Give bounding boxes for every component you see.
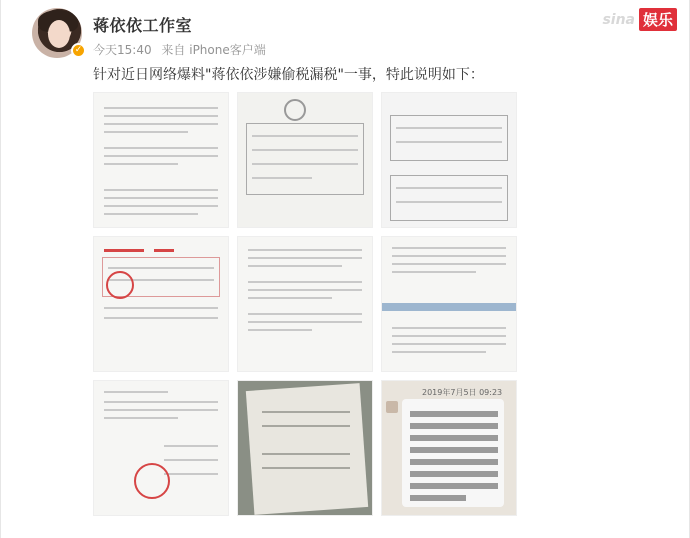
avatar-face xyxy=(48,20,70,48)
image-thumb-9[interactable] xyxy=(381,380,517,516)
watermark-badge: 娱乐 xyxy=(639,8,677,31)
image-thumb-4[interactable] xyxy=(93,236,229,372)
post-source: 来自 iPhone客户端 xyxy=(161,43,266,57)
chat-timestamp: 2019年7月5日 09:23 xyxy=(422,388,503,397)
post-time[interactable]: 今天15:40 xyxy=(93,43,152,57)
image-thumb-6[interactable] xyxy=(381,236,517,372)
image-thumb-2[interactable] xyxy=(237,92,373,228)
image-thumb-5[interactable] xyxy=(237,236,373,372)
image-thumb-8[interactable] xyxy=(237,380,373,516)
verified-badge-icon: ✓ xyxy=(71,43,86,58)
image-thumb-3[interactable] xyxy=(381,92,517,228)
post-meta xyxy=(93,41,272,58)
image-thumb-7[interactable] xyxy=(93,380,229,516)
image-thumb-1[interactable] xyxy=(93,92,229,228)
watermark-brand: sina xyxy=(602,11,635,28)
post-content: 针对近日网络爆料"蒋依依涉嫌偷税漏税"一事，特此说明如下： xyxy=(93,67,484,83)
sina-ent-watermark xyxy=(602,8,677,31)
author-name[interactable]: 蒋依依工作室 xyxy=(93,16,193,35)
